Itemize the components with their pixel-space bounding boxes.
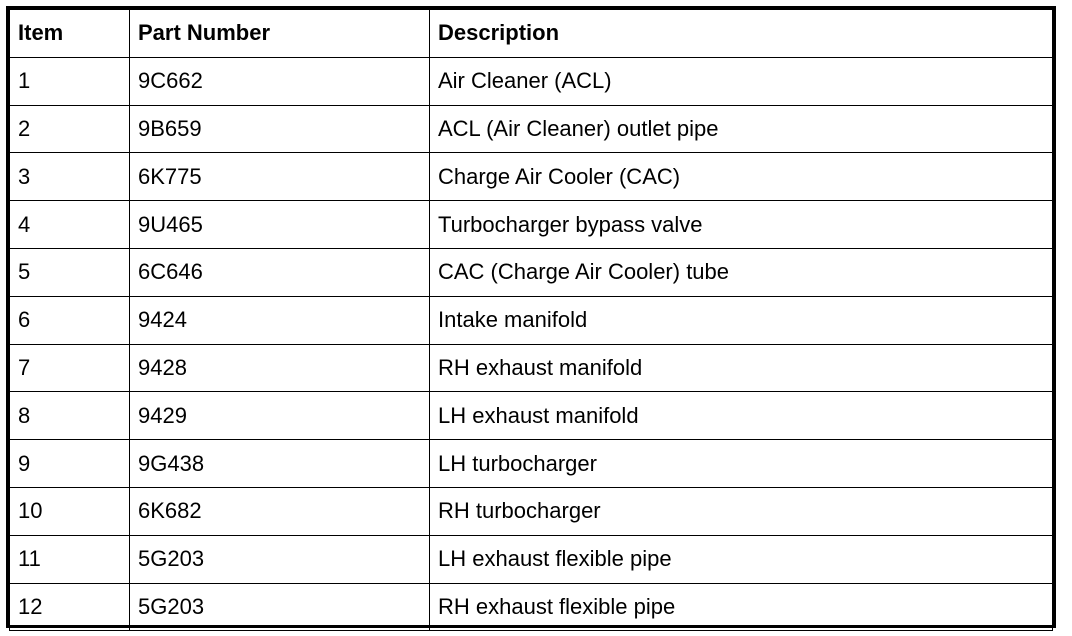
table-row [10, 344, 1053, 392]
cell-description: ACL (Air Cleaner) outlet pipe [430, 105, 1053, 153]
cell-item: 7 [10, 344, 130, 392]
cell-description: LH exhaust flexible pipe [430, 535, 1053, 583]
table-row [10, 487, 1053, 535]
cell-item: 5 [10, 248, 130, 296]
cell-description: RH turbocharger [430, 487, 1053, 535]
table-row [10, 105, 1053, 153]
cell-description: LH turbocharger [430, 440, 1053, 488]
cell-part-number: 9B659 [130, 105, 430, 153]
cell-description: RH exhaust manifold [430, 344, 1053, 392]
cell-part-number: 9429 [130, 392, 430, 440]
cell-part-number: 6K775 [130, 153, 430, 201]
cell-description: Charge Air Cooler (CAC) [430, 153, 1053, 201]
cell-item: 1 [10, 57, 130, 105]
cell-part-number: 5G203 [130, 535, 430, 583]
cell-item: 6 [10, 296, 130, 344]
cell-description: RH exhaust flexible pipe [430, 583, 1053, 631]
cell-item: 3 [10, 153, 130, 201]
cell-item: 12 [10, 583, 130, 631]
parts-table [9, 9, 1053, 631]
header-part-number: Part Number [130, 10, 430, 58]
cell-item: 10 [10, 487, 130, 535]
table-row [10, 296, 1053, 344]
cell-item: 11 [10, 535, 130, 583]
cell-item: 2 [10, 105, 130, 153]
table-row [10, 440, 1053, 488]
cell-item: 4 [10, 201, 130, 249]
cell-description: LH exhaust manifold [430, 392, 1053, 440]
cell-part-number: 5G203 [130, 583, 430, 631]
cell-part-number: 9U465 [130, 201, 430, 249]
cell-description: Intake manifold [430, 296, 1053, 344]
cell-description: CAC (Charge Air Cooler) tube [430, 248, 1053, 296]
cell-part-number: 6C646 [130, 248, 430, 296]
cell-part-number: 9424 [130, 296, 430, 344]
table-row [10, 535, 1053, 583]
cell-part-number: 9G438 [130, 440, 430, 488]
header-item: Item [10, 10, 130, 58]
table-row [10, 583, 1053, 631]
cell-part-number: 9428 [130, 344, 430, 392]
cell-item: 9 [10, 440, 130, 488]
table-row [10, 201, 1053, 249]
parts-table-frame [6, 6, 1056, 628]
cell-item: 8 [10, 392, 130, 440]
cell-description: Turbocharger bypass valve [430, 201, 1053, 249]
header-description: Description [430, 10, 1053, 58]
cell-part-number: 9C662 [130, 57, 430, 105]
table-row [10, 153, 1053, 201]
cell-description: Air Cleaner (ACL) [430, 57, 1053, 105]
table-row [10, 392, 1053, 440]
table-header-row [10, 10, 1053, 58]
table-row [10, 248, 1053, 296]
cell-part-number: 6K682 [130, 487, 430, 535]
table-row [10, 57, 1053, 105]
